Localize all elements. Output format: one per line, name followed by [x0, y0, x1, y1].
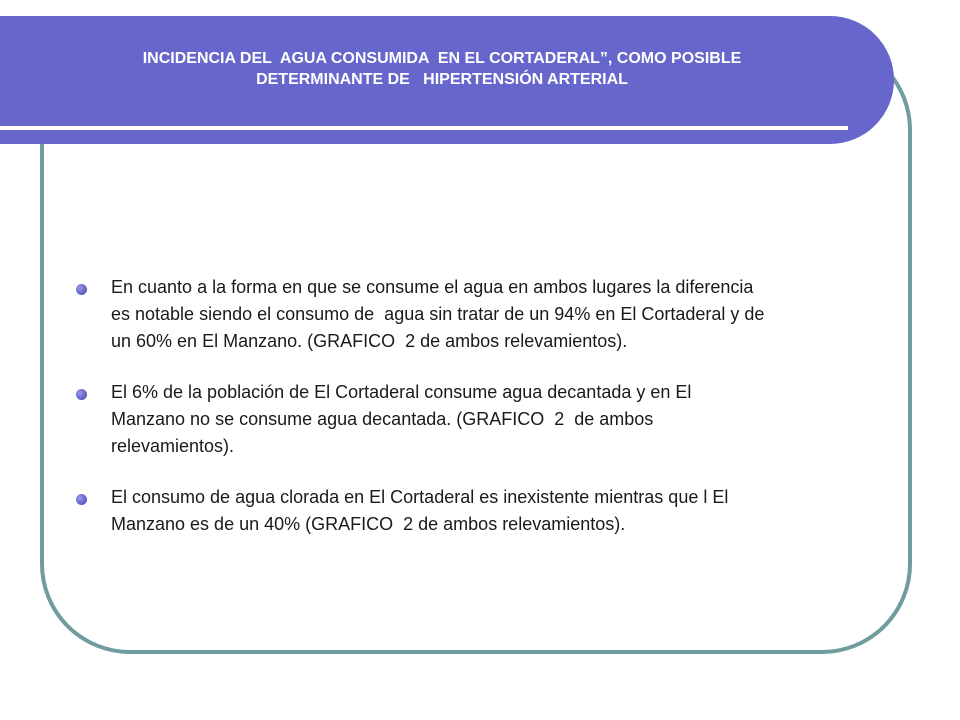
bullet-item-3 [76, 484, 906, 538]
slide-title [0, 48, 884, 90]
bullet-1-line-1: En cuanto a la forma en que se consume el agua en ambos lugares la diferencia [111, 277, 754, 297]
bullet-dot-icon [76, 494, 87, 505]
bullet-2-line-1: El 6% de la población de El Cortaderal consume agua decantada y en El [111, 382, 692, 402]
bullet-1-line-3: un 60% en El Manzano. (GRAFICO 2 de ambos relevamientos). [111, 331, 628, 351]
bullet-2-line-3: relevamientos). [111, 436, 235, 456]
slide-title-line-1: INCIDENCIA DEL AGUA CONSUMIDA EN EL CORTADERAL”, COMO POSIBLE [142, 50, 742, 67]
bullet-3-line-1: El consumo de agua clorada en El Cortaderal es inexistente mientras que l El [111, 487, 729, 507]
bullet-text-3 [111, 484, 906, 538]
bullet-item-1 [76, 274, 906, 355]
bullet-dot-icon [76, 389, 87, 400]
bullet-item-2 [76, 379, 906, 460]
bullet-3-line-2: Manzano es de un 40% (GRAFICO 2 de ambos relevamientos). [111, 514, 626, 534]
bullet-dot-icon [76, 284, 87, 295]
title-underline [0, 126, 848, 130]
bullet-text-1 [111, 274, 906, 355]
bullet-1-line-2: es notable siendo el consumo de agua sin tratar de un 94% en El Cortaderal y de [111, 304, 765, 324]
bullet-2-line-2: Manzano no se consume agua decantada. (GRAFICO 2 de ambos [111, 409, 654, 429]
bullet-list [76, 274, 906, 562]
slide-title-line-2: DETERMINANTE DE HIPERTENSIÓN ARTERIAL [256, 71, 628, 88]
bullet-text-2 [111, 379, 906, 460]
